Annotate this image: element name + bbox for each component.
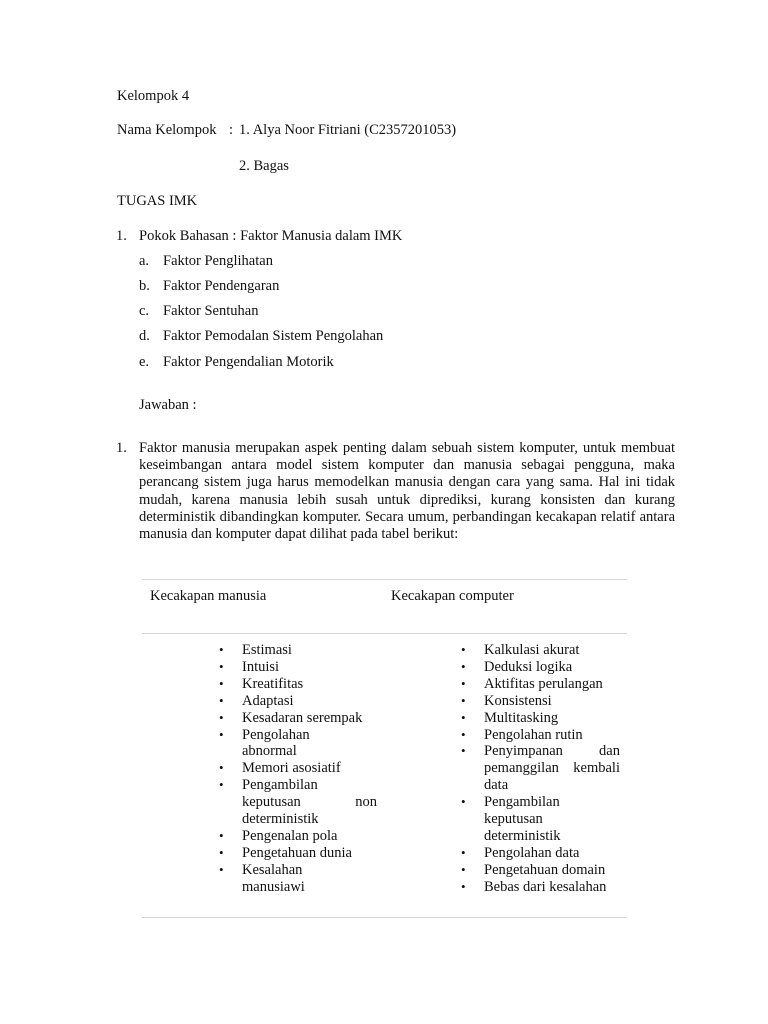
answer-label: Jawaban : — [139, 397, 197, 413]
list-item: • Pengambilan keputusan deterministik — [461, 794, 620, 845]
table-bottom-rule — [142, 917, 627, 918]
list-item: • Aktifitas perulangan — [461, 676, 620, 693]
list-item: • Pengolahan abnormal — [219, 727, 377, 761]
column-header-computer: Kecakapan computer — [391, 588, 514, 604]
column-header-human: Kecakapan manusia — [150, 588, 267, 604]
answer-paragraph: Faktor manusia merupakan aspek penting dalam sebuah sistem komputer, untuk membuat keseimbangan antara model sistem komputer dan manusia sebagai pengguna, maka perancang sistem juga harus memodelkan manusia dengan cara yang sama. Hal ini tidak mudah, karena manusia lebih susah untuk diprediksi, kurang konsisten dan kurang deterministik dibandingkan komputer. Secara umum, perbandingan kecakapan relatif antara manusia dan komputer dapat dilihat pada tabel berikut: — [139, 440, 675, 543]
list-item: • Penyimpanan dan pemanggilan kembali data — [461, 743, 620, 794]
list-item: • Kalkulasi akurat — [461, 642, 620, 659]
list-item: • Pengolahan data — [461, 845, 620, 862]
list-item: • Estimasi — [219, 642, 377, 659]
assignment-title: TUGAS IMK — [117, 193, 198, 209]
member-1: 1. Alya Noor Fitriani (C2357201053) — [239, 122, 457, 138]
list-item: • Deduksi logika — [461, 659, 620, 676]
list-item: • Multitasking — [461, 710, 620, 727]
list-item: • Intuisi — [219, 659, 377, 676]
member-2: 2. Bagas — [239, 158, 289, 174]
list-item: • Kesalahan manusiawi — [219, 862, 377, 896]
list-item: • Pengetahuan domain — [461, 862, 620, 879]
topic-number: 1. — [116, 228, 127, 244]
human-skills-list — [219, 642, 377, 896]
list-item: • Memori asosiatif — [219, 760, 377, 777]
members-separator: : — [229, 122, 234, 138]
list-item: • Pengolahan rutin — [461, 727, 620, 744]
list-item: • Kreatifitas — [219, 676, 377, 693]
list-item: • Pengetahuan dunia — [219, 845, 377, 862]
list-item: • Pengenalan pola — [219, 828, 377, 845]
members-label: Nama Kelompok — [117, 122, 217, 138]
list-item: • Konsistensi — [461, 693, 620, 710]
list-item: • Bebas dari kesalahan — [461, 879, 620, 896]
list-item: • Pengambilan keputusan non deterministik — [219, 777, 377, 828]
group-title: Kelompok 4 — [117, 88, 190, 104]
table-top-rule — [142, 579, 627, 580]
list-item: • Adaptasi — [219, 693, 377, 710]
table-header-rule — [142, 633, 627, 634]
topic-title: Pokok Bahasan : Faktor Manusia dalam IMK — [139, 228, 403, 244]
list-item: • Kesadaran serempak — [219, 710, 377, 727]
answer-number: 1. — [116, 440, 127, 456]
computer-skills-list — [461, 642, 620, 896]
